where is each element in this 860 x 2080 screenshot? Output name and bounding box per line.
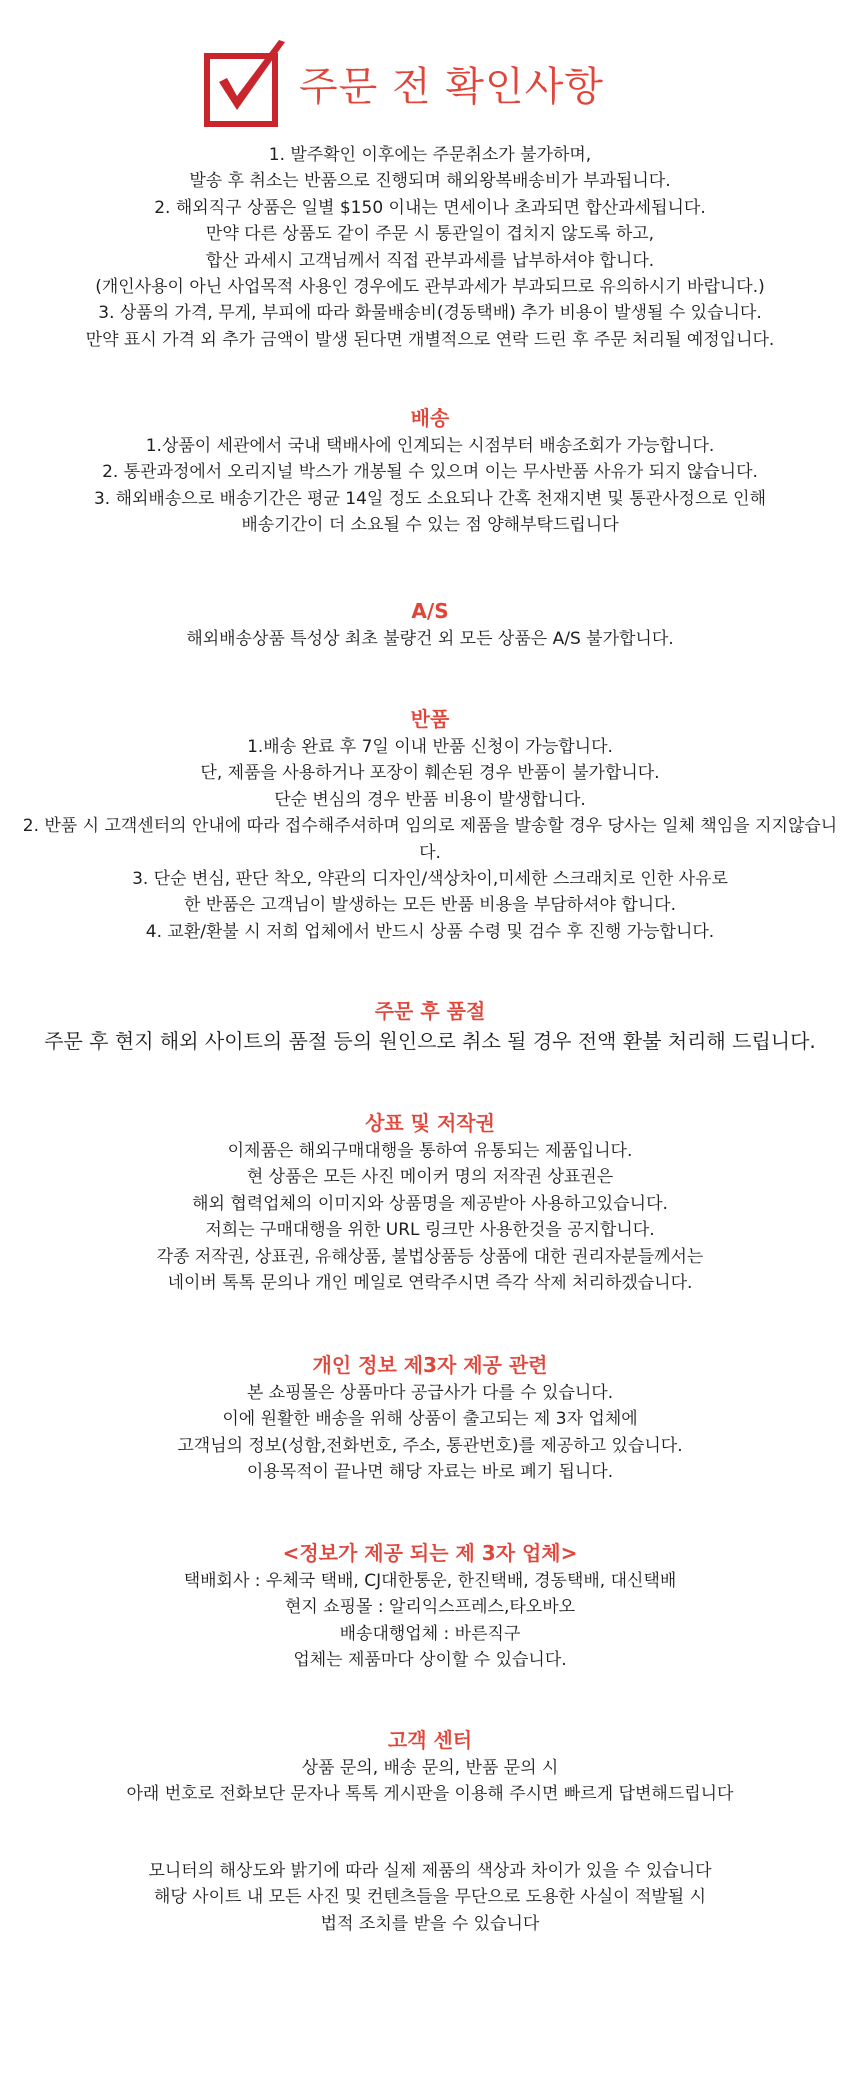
section-line: 단, 제품을 사용하거나 포장이 훼손된 경우 반품이 불가합니다. <box>200 763 660 784</box>
third-party-section <box>0 1538 860 1674</box>
section-line: 단순 변심의 경우 반품 비용이 발생합니다. <box>274 789 586 810</box>
intro-line: 1. 발주확인 이후에는 주문취소가 불가하며, <box>268 145 592 165</box>
section-line: 해외배송상품 특성상 최초 불량건 외 모든 상품은 A/S 불가합니다. <box>186 629 674 649</box>
as-section <box>0 596 860 652</box>
intro-line: (개인사용이 아닌 사업목적 사용인 경우에도 관부과세가 부과되므로 유의하시기 바랍니다.) <box>95 277 765 298</box>
notice-line: 법적 조치를 받을 수 있습니다 <box>320 1913 540 1934</box>
section-line: 현지 쇼핑몰 : 알리익스프레스,타오바오 <box>284 1597 576 1618</box>
notice-section <box>0 1858 860 1937</box>
section-line: 본 쇼핑몰은 상품마다 공급사가 다를 수 있습니다. <box>246 1383 614 1403</box>
soldout-section <box>0 996 860 1056</box>
notice-line: 해당 사이트 내 모든 사진 및 컨텐츠들을 무단으로 도용한 사실이 적발될 시 <box>153 1887 707 1908</box>
section-line: 이용목적이 끝나면 해당 자료는 바로 폐기 됩니다. <box>246 1462 614 1483</box>
section-line: 다. <box>419 842 441 863</box>
section-line: 택배회사 : 우체국 택배, CJ대한통운, 한진택배, 경동택배, 대신택배 <box>183 1571 677 1591</box>
section-line: 고객님의 정보(성함,전화번호, 주소, 통관번호)를 제공하고 있습니다. <box>177 1435 683 1456</box>
page-title: 주문 전 확인사항 <box>299 63 604 110</box>
section-line: 네이버 톡톡 문의나 개인 메일로 연락주시면 즉각 삭제 처리하겠습니다. <box>167 1273 693 1294</box>
section-line: 1.배송 완료 후 7일 이내 반품 신청이 가능합니다. <box>247 737 613 757</box>
section-heading: 반품 <box>410 707 450 731</box>
section-line: 현 상품은 모든 사진 메이커 명의 저작권 상표권은 <box>246 1167 614 1188</box>
section-line: 아래 번호로 전화보단 문자나 톡톡 게시판을 이용해 주시면 빠르게 답변해드립니다 <box>126 1784 734 1805</box>
section-line: 상품 문의, 배송 문의, 반품 문의 시 <box>301 1758 559 1778</box>
section-heading: <정보가 제공 되는 제 3자 업체> <box>282 1541 578 1565</box>
section-line: 한 반품은 고객님이 발생하는 모든 반품 비용을 부담하셔야 합니다. <box>183 895 677 916</box>
intro-line: 3. 상품의 가격, 무게, 부피에 따라 화물배송비(경동택배) 추가 비용이 발생될 수 있습니다. <box>98 303 762 324</box>
intro-line: 발송 후 취소는 반품으로 진행되며 해외왕복배송비가 부과됩니다. <box>189 171 671 192</box>
shipping-section <box>0 403 860 539</box>
section-line: 해외 협력업체의 이미지와 상품명을 제공받아 사용하고있습니다. <box>192 1193 668 1214</box>
section-heading: 고객 센터 <box>387 1728 473 1752</box>
section-line: 1.상품이 세관에서 국내 택배사에 인계되는 시점부터 배송조회가 가능합니다. <box>145 436 715 456</box>
section-heading: 배송 <box>410 406 450 430</box>
section-line: 배송기간이 더 소요될 수 있는 점 양해부탁드립니다 <box>241 515 619 536</box>
section-line: 2. 통관과정에서 오리지널 박스가 개봉될 수 있으며 이는 무사반품 사유가 되지 않습니다. <box>102 462 758 483</box>
section-line: 이제품은 해외구매대행을 통하여 유통되는 제품입니다. <box>227 1141 633 1161</box>
section-line: 3. 단순 변심, 판단 착오, 약관의 디자인/색상차이,미세한 스크래치로 인한 사유로 <box>132 869 728 890</box>
section-heading: 상표 및 저작권 <box>365 1111 495 1135</box>
checkbox-check-icon <box>203 38 293 128</box>
section-line: 저희는 구매대행을 위한 URL 링크만 사용한것을 공지합니다. <box>205 1220 655 1241</box>
section-heading: 주문 후 품절 <box>374 999 486 1023</box>
notice-line: 모니터의 해상도와 밝기에 따라 실제 제품의 색상과 차이가 있을 수 있습니다 <box>148 1861 712 1881</box>
section-line: 배송대행업체 : 바른직구 <box>339 1623 521 1644</box>
section-line: 3. 해외배송으로 배송기간은 평균 14일 정도 소요되나 간혹 천재지변 및 통관사정으로 인해 <box>93 488 767 509</box>
intro-line: 합산 과세시 고객님께서 직접 관부과세를 납부하셔야 합니다. <box>205 250 655 271</box>
trademark-section <box>0 1108 860 1296</box>
section-line: 4. 교환/환불 시 저희 업체에서 반드시 상품 수령 및 검수 후 진행 가능합니다. <box>145 921 715 942</box>
section-line: 업체는 제품마다 상이할 수 있습니다. <box>293 1650 567 1671</box>
section-line: 주문 후 현지 해외 사이트의 품절 등의 원인으로 취소 될 경우 전액 환불 처리해 드립니다. <box>44 1029 816 1053</box>
section-line: 이에 원활한 배송을 위해 상품이 출고되는 제 3자 업체에 <box>222 1409 638 1430</box>
intro-line: 2. 해외직구 상품은 일별 $150 이내는 면세이나 초과되면 합산과세됩니다. <box>154 197 706 218</box>
intro-line: 만약 다른 상품도 같이 주문 시 통관일이 겹치지 않도록 하고, <box>205 224 655 245</box>
returns-section <box>0 704 860 945</box>
section-line: 각종 저작권, 상표권, 유해상품, 불법상품등 상품에 대한 권리자분들께서는 <box>156 1246 704 1267</box>
privacy-section <box>0 1350 860 1486</box>
page-header <box>203 38 604 128</box>
intro-section <box>0 142 860 353</box>
section-heading: A/S <box>411 599 449 623</box>
section-heading: 개인 정보 제3자 제공 관련 <box>312 1353 548 1377</box>
section-line: 2. 반품 시 고객센터의 안내에 따라 접수해주셔하며 임의로 제품을 발송할 경우 당사는 일체 책임을 지지않습니 <box>22 816 838 837</box>
intro-line: 만약 표시 가격 외 추가 금액이 발생 된다면 개별적으로 연락 드린 후 주문 처리될 예정입니다. <box>85 329 775 350</box>
support-section <box>0 1725 860 1808</box>
